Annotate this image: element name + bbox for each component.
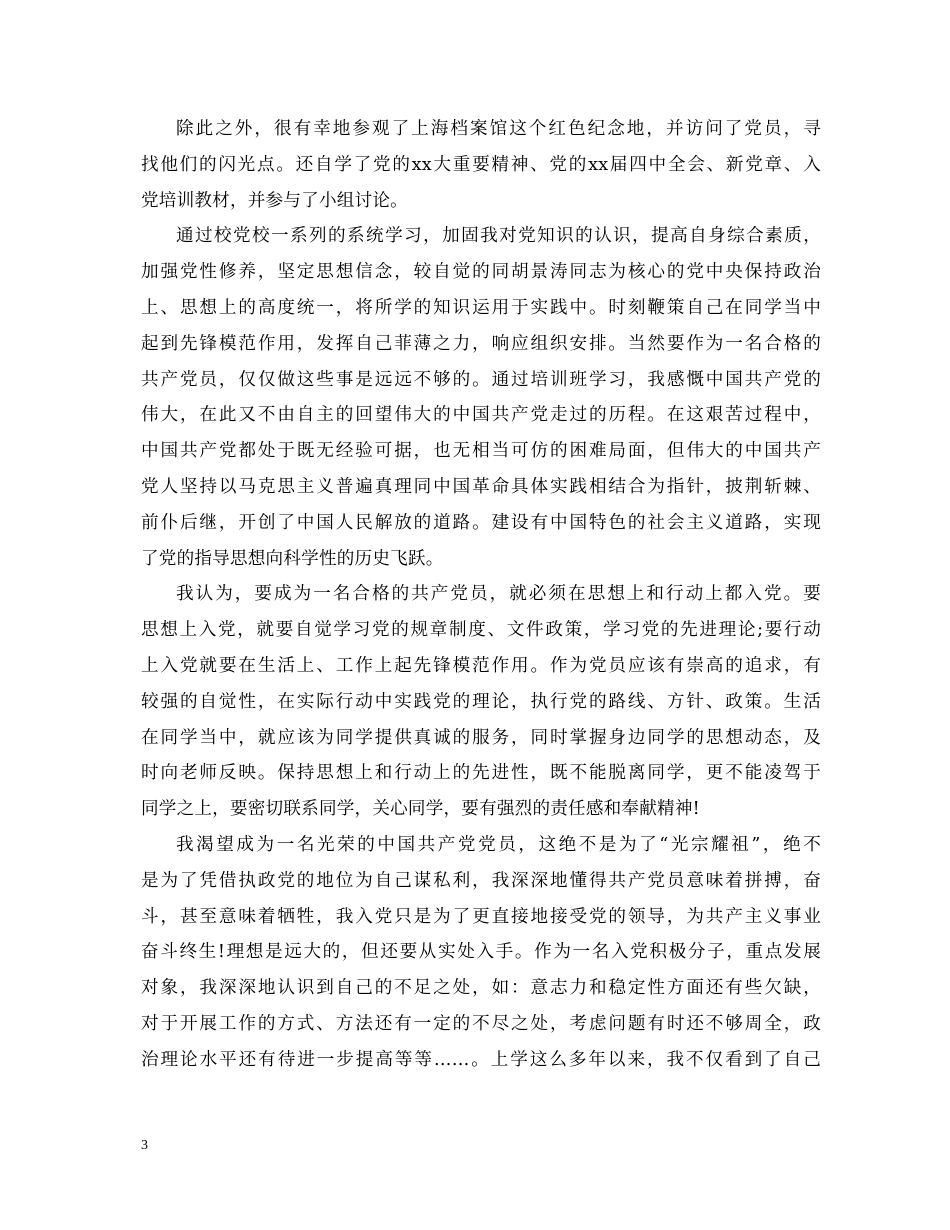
text-line: 我认为，要成为一名合格的共产党员，就必须在思想上和行动上都入党。要 — [176, 584, 821, 605]
text-line: 起到先锋模范作用，发挥自己菲薄之力，响应组织安排。当然要作为一名合格的 — [141, 333, 821, 354]
text-line: 除此之外，很有幸地参观了上海档案馆这个红色纪念地，并访问了党员，寻 — [176, 119, 821, 139]
text-line: 上入党就要在生活上、工作上起先锋模范作用。作为党员应该有崇高的追求，有 — [141, 655, 821, 676]
text-line: 同学之上，要密切联系同学，关心同学，要有强烈的责任感和奉献精神! — [141, 799, 700, 820]
text-line: 思想上入党，就要自觉学习党的规章制度、文件政策，学习党的先进理论;要行动 — [141, 620, 821, 641]
text-line: 对于开展工作的方式、方法还有一定的不尽之处，考虑问题有时还不够周全，政 — [141, 1013, 821, 1034]
text-line: 找他们的闪光点。还自学了党的xx大重要精神、党的xx届四中全会、新党章、入 — [141, 154, 821, 175]
text-line: 前仆后继，开创了中国人民解放的道路。建设有中国特色的社会主义道路，实现 — [141, 512, 821, 533]
text-line: 伟大，在此又不由自主的回望伟大的中国共产党走过的历程。在这艰苦过程中， — [141, 405, 821, 426]
text-line: 通过校党校一系列的系统学习，加固我对党知识的认识，提高自身综合素质， — [176, 226, 821, 247]
text-line: 加强党性修养，坚定思想信念，较自觉的同胡景涛同志为核心的党中央保持政治 — [141, 262, 821, 283]
text-line: 上、思想上的高度统一，将所学的知识运用于实践中。时刻鞭策自己在同学当中 — [141, 297, 821, 318]
body-text — [141, 112, 821, 1079]
text-line: 了党的指导思想向科学性的历史飞跃。 — [141, 548, 444, 569]
text-line: 我渴望成为一名光荣的中国共产党党员，这绝不是为了“光宗耀祖”，绝不 — [176, 834, 821, 855]
text-line: 是为了凭借执政党的地位为自己谋私利，我深深地懂得共产党员意味着拼搏，奋 — [141, 870, 821, 891]
text-line: 共产党员，仅仅做这些事是远远不够的。通过培训班学习，我感慨中国共产党的 — [141, 369, 821, 390]
text-line: 斗，甚至意味着牺牲，我入党只是为了更直接地接受党的领导，为共产主义事业 — [141, 906, 821, 927]
text-line: 中国共产党都处于既无经验可据，也无相当可仿的困难局面，但伟大的中国共产 — [141, 441, 821, 462]
text-line: 对象，我深深地认识到自己的不足之处，如：意志力和稳定性方面还有些欠缺， — [141, 978, 821, 999]
text-line: 党人坚持以马克思主义普遍真理同中国革命具体实践相结合为指针，披荆斩棘、 — [141, 476, 821, 497]
text-line: 党培训教材，并参与了小组讨论。 — [141, 190, 408, 211]
text-line: 时向老师反映。保持思想上和行动上的先进性，既不能脱离同学，更不能凌驾于 — [141, 763, 821, 784]
text-line: 较强的自觉性，在实际行动中实践党的理论，执行党的路线、方针、政策。生活 — [141, 691, 821, 712]
text-line: 在同学当中，就应该为同学提供真诚的服务，同时掌握身边同学的思想动态，及 — [141, 727, 821, 748]
page-number: 3 — [141, 1138, 148, 1153]
text-line: 治理论水平还有待进一步提高等等……。上学这么多年以来，我不仅看到了自己 — [141, 1049, 821, 1070]
text-line: 奋斗终生!理想是远大的，但还要从实处入手。作为一名入党积极分子，重点发展 — [141, 942, 821, 963]
